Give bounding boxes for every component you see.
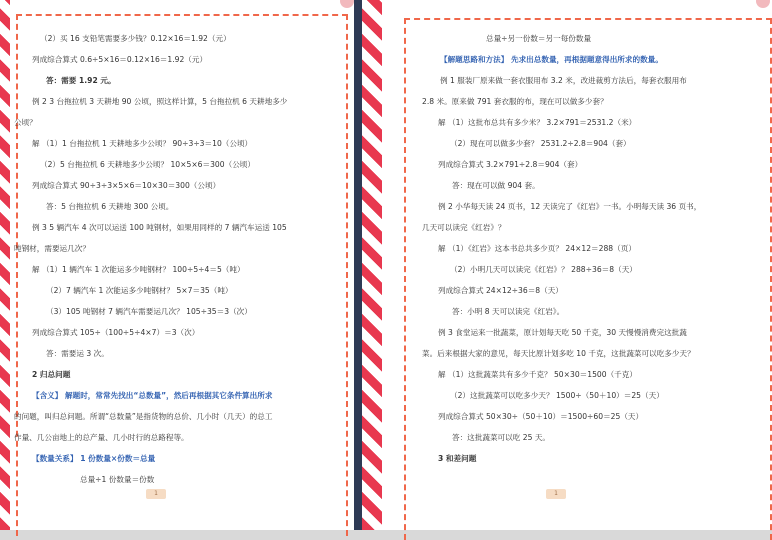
text-line: 菜。后来根据大家的意见，每天比原计划多吃 10 千克，这批蔬菜可以吃多少天？ xyxy=(422,349,695,358)
solution-line: 解 （1）《红岩》这本书总共多少页？ 24×12＝288（页） xyxy=(438,244,636,253)
text-line: 吨钢材，需要运几次？ xyxy=(14,244,90,253)
left-page-edge-stripes xyxy=(0,0,10,530)
text-line: 列成综合算式 0.6÷5×16＝0.12×16＝1.92（元） xyxy=(32,55,208,64)
solution-line: 解 （1）这批蔬菜共有多少千克？ 50×30＝1500（千克） xyxy=(438,370,637,379)
example-title: 例 2 小华每天读 24 页书，12 天读完了《红岩》一书。小明每天读 36 页书， xyxy=(438,202,702,211)
definition-paragraph xyxy=(32,391,272,401)
page-number-badge: 1 xyxy=(146,489,166,499)
answer-line: 答：现在可以做 904 套。 xyxy=(452,181,540,190)
solution-line: （2）5 台拖拉机 6 天耕地多少公顷？ 10×5×6＝300（公顷） xyxy=(40,160,255,169)
answer-line: 答：需要运 3 次。 xyxy=(46,349,109,358)
text-line: 的问题，叫归总问题。所谓“总数量”是指货物的总价、几小时（几天）的总工 xyxy=(14,412,273,421)
answer-line: 答：需要 1.92 元。 xyxy=(46,76,116,85)
text-line: 几天可以读完《红岩》？ xyxy=(422,223,506,232)
answer-line: 答：小明 8 天可以读完《红岩》。 xyxy=(452,307,565,316)
solution-line: （2）现在可以做多少套？ 2531.2÷2.8＝904（套） xyxy=(450,139,631,148)
text-line: 2.8 米。原来做 791 套衣服的布，现在可以做多少套？ xyxy=(422,97,608,106)
solution-line: 解 （1）1 辆汽车 1 次能运多少吨钢材？ 100÷5÷4＝5（吨） xyxy=(32,265,245,274)
section-heading: 3 和差问题 xyxy=(438,454,477,463)
text-line: 列成综合算式 105÷（100÷5÷4×7）＝3（次） xyxy=(32,328,200,337)
text-line: 公顷？ xyxy=(14,118,37,127)
solution-line: 解 （1）1 台拖拉机 1 天耕地多少公顷？ 90÷3÷3＝10（公顷） xyxy=(32,139,253,148)
example-title: 例 1 服装厂原来做一套衣服用布 3.2 米，改进裁剪方法后，每套衣服用布 xyxy=(440,76,687,85)
formula-line: 总量÷另一份数＝另一每份数量 xyxy=(486,34,592,43)
right-page-edge-stripes xyxy=(362,0,382,530)
solution-line: （2）这批蔬菜可以吃多少天？ 1500÷（50＋10）＝25（天） xyxy=(450,391,664,400)
text-line: 列成综合算式 90÷3÷3×5×6＝10×30＝300（公顷） xyxy=(32,181,221,190)
definition-text: 【含义】 解题时，常常先找出“总数量”，然后再根据其它条件算出所求 xyxy=(32,391,273,400)
text-line: （2）买 16 支铅笔需要多少钱？0.12×16＝1.92（元） xyxy=(40,34,231,43)
text-line: 列成综合算式 3.2×791÷2.8＝904（套） xyxy=(438,160,583,169)
solution-line: （3）105 吨钢材 7 辆汽车需要运几次？ 105÷35＝3（次） xyxy=(46,307,252,316)
page-gutter xyxy=(354,0,362,530)
formula-line: 总量÷1 份数量＝份数 xyxy=(80,475,155,484)
solution-line: 解 （1）这批布总共有多少米？ 3.2×791＝2531.2（米） xyxy=(438,118,637,127)
text-line: 作量、几公亩地上的总产量、几小时行的总路程等。 xyxy=(14,433,189,442)
relation-heading: 【数量关系】 1 份数量×份数＝总量 xyxy=(32,454,156,463)
answer-line: 答：5 台拖拉机 6 天耕地 300 公顷。 xyxy=(46,202,174,211)
answer-line: 答：这批蔬菜可以吃 25 天。 xyxy=(452,433,551,442)
right-page-corner-decoration xyxy=(756,0,770,8)
solution-line: （2）小明几天可以读完《红岩》？ 288÷36＝8（天） xyxy=(450,265,637,274)
section-heading: 2 归总问题 xyxy=(32,370,71,379)
example-title: 例 2 3 台拖拉机 3 天耕地 90 公顷，照这样计算，5 台拖拉机 6 天耕地多少 xyxy=(32,97,288,106)
example-title: 例 3 5 辆汽车 4 次可以运送 100 吨钢材，如果用同样的 7 辆汽车运送 105 xyxy=(32,223,287,232)
solution-line: （2）7 辆汽车 1 次能运多少吨钢材？ 5×7＝35（吨） xyxy=(46,286,233,295)
method-heading: 【解题思路和方法】 先求出总数量，再根据题意得出所求的数量。 xyxy=(440,55,663,64)
left-page-corner-decoration xyxy=(340,0,354,8)
text-line: 列成综合算式 50×30÷（50＋10）＝1500÷60＝25（天） xyxy=(438,412,644,421)
example-title: 例 3 食堂运来一批蔬菜，原计划每天吃 50 千克，30 天慢慢消费完这批蔬 xyxy=(438,328,687,337)
text-line: 列成综合算式 24×12÷36＝8（天） xyxy=(438,286,563,295)
page-number-badge: 1 xyxy=(546,489,566,499)
